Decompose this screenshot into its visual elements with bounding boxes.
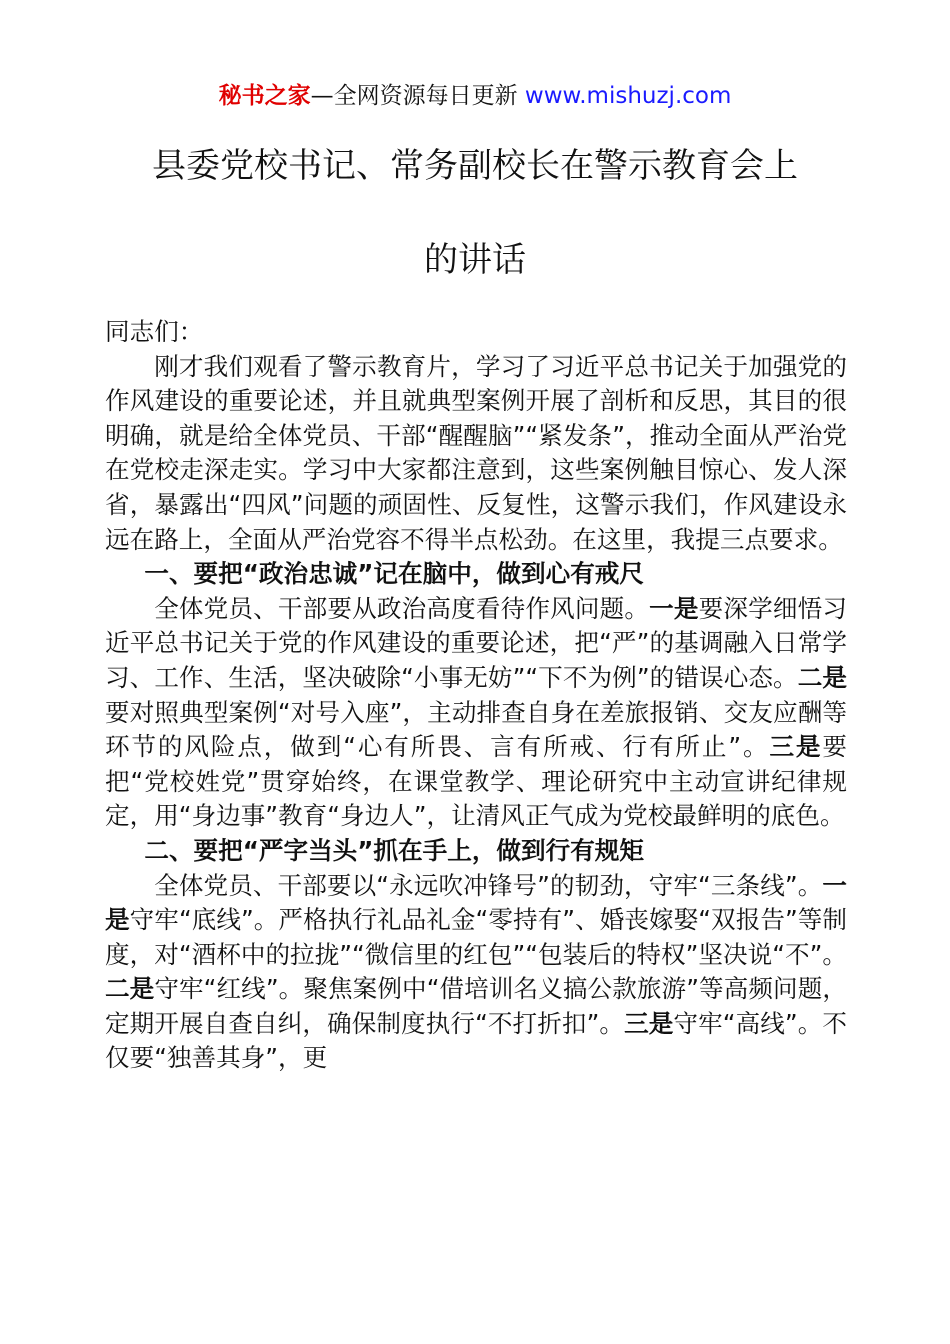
- section-2-text-1: 守牢“底线”。严格执行礼品礼金“零持有”、婚丧嫁娶“双报告”等制度，对“酒杯中的拉拢”“微信里的红包”“包装后的特权”坚决说“不”。: [105, 905, 847, 969]
- section-2-heading: 二、要把“严字当头”抓在手上，做到行有规矩: [144, 835, 644, 865]
- section-1-marker-2: 二是: [797, 662, 847, 692]
- document-title-line-1: 县委党校书记、常务副校长在警示教育会上: [152, 146, 798, 186]
- section-2-lead: 全体党员、干部要以“永远吹冲锋号”的韧劲，守牢“三条线”。: [154, 870, 823, 900]
- greeting: 同志们：: [105, 317, 204, 346]
- site-header: [0, 80, 950, 112]
- document-title-line-2: 的讲话: [424, 240, 526, 280]
- section-2-paragraph: [105, 869, 847, 1077]
- section-1-lead: 全体党员、干部要从政治高度看待作风问题。: [154, 593, 650, 623]
- site-url-link[interactable]: www.mishuzj.com: [524, 83, 732, 109]
- section-2-text-2: 守牢“红线”。聚焦案例中“借培训名义搞公款旅游”等高频问题，定期开展自查自纠，确保制度执行“不打折扣”。: [105, 974, 847, 1038]
- section-2-marker-1: 一是: [105, 870, 847, 935]
- section-2-text-3: 守牢“高线”。不仅要“独善其身”，更: [105, 1008, 847, 1073]
- section-1-marker-3: 三是: [769, 732, 823, 762]
- section-1-heading: 一、要把“政治忠诚”记在脑中，做到心有戒尺: [144, 559, 644, 589]
- site-tagline: —全网资源每日更新: [310, 83, 525, 109]
- section-2-marker-3: 三是: [624, 1008, 674, 1038]
- document-body: [105, 315, 847, 1076]
- section-2-marker-2: 二是: [105, 974, 155, 1004]
- section-1-text-2: 要对照典型案例“对号入座”，主动排查自身在差旅报销、交友应酬等环节的风险点，做到“心有所畏、言有所戒、行有所止”。: [105, 697, 847, 762]
- section-1-paragraph: [105, 592, 847, 834]
- site-name: 秘书之家: [218, 83, 311, 109]
- intro-paragraph: 刚才我们观看了警示教育片，学习了习近平总书记关于加强党的作风建设的重要论述，并且就典型案例开展了剖析和反思，其目的很明确，就是给全体党员、干部“醒醒脑”“紧发条”，推动全面从严治党在党校走深走实。学习中大家都注意到，这些案例触目惊心、发人深省，暴露出“四风”问题的顽固性、反复性，这警示我们，作风建设永远在路上，全面从严治党容不得半点松劲。在这里，我提三点要求。: [105, 351, 847, 554]
- section-1-text-1: 要深学细悟习近平总书记关于党的作风建设的重要论述，把“严”的基调融入日常学习、工作、生活，坚决破除“小事无妨”“下不为例”的错误心态。: [105, 593, 847, 692]
- section-1-marker-1: 一是: [649, 593, 699, 623]
- section-1-text-3: 要把“党校姓党”贯穿始终，在课堂教学、理论研究中主动宣讲纪律规定，用“身边事”教育“身边人”，让清风正气成为党校最鲜明的底色。: [105, 732, 847, 831]
